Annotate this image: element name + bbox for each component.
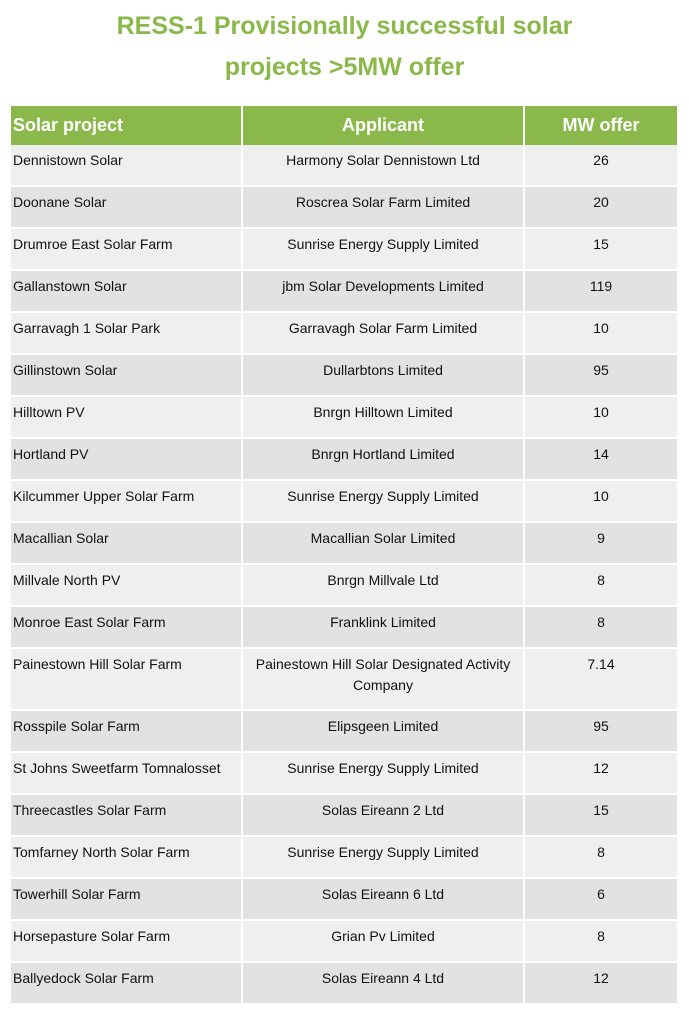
table-row (11, 753, 677, 795)
cell-applicant: Sunrise Energy Supply Limited (243, 753, 525, 795)
cell-project: St Johns Sweetfarm Tomnalosset (11, 753, 243, 795)
cell-applicant: Painestown Hill Solar Designated Activity Company (243, 649, 525, 711)
cell-mw-offer: 8 (525, 921, 677, 963)
cell-project: Monroe East Solar Farm (11, 607, 243, 649)
cell-project: Gallanstown Solar (11, 271, 243, 313)
table-row (11, 229, 677, 271)
cell-project: Hortland PV (11, 439, 243, 481)
cell-applicant: Garravagh Solar Farm Limited (243, 313, 525, 355)
cell-mw-offer: 95 (525, 355, 677, 397)
table-row (11, 565, 677, 607)
cell-mw-offer: 12 (525, 963, 677, 1005)
cell-project: Rosspile Solar Farm (11, 711, 243, 753)
table-row (11, 921, 677, 963)
header-mw-offer: MW offer (525, 106, 677, 145)
cell-project: Painestown Hill Solar Farm (11, 649, 243, 711)
table-row (11, 397, 677, 439)
cell-mw-offer: 7.14 (525, 649, 677, 711)
cell-applicant: Harmony Solar Dennistown Ltd (243, 145, 525, 187)
solar-projects-table (11, 106, 677, 1005)
cell-applicant: Franklink Limited (243, 607, 525, 649)
cell-mw-offer: 95 (525, 711, 677, 753)
table-row (11, 649, 677, 711)
cell-mw-offer: 20 (525, 187, 677, 229)
cell-project: Tomfarney North Solar Farm (11, 837, 243, 879)
cell-mw-offer: 8 (525, 837, 677, 879)
header-solar-project: Solar project (11, 106, 243, 145)
cell-applicant: jbm Solar Developments Limited (243, 271, 525, 313)
cell-project: Hilltown PV (11, 397, 243, 439)
table-row (11, 795, 677, 837)
cell-project: Horsepasture Solar Farm (11, 921, 243, 963)
table-row (11, 837, 677, 879)
cell-mw-offer: 15 (525, 795, 677, 837)
cell-project: Doonane Solar (11, 187, 243, 229)
cell-applicant: Bnrgn Millvale Ltd (243, 565, 525, 607)
cell-applicant: Sunrise Energy Supply Limited (243, 837, 525, 879)
table-row (11, 145, 677, 187)
cell-mw-offer: 15 (525, 229, 677, 271)
cell-mw-offer: 8 (525, 607, 677, 649)
cell-mw-offer: 10 (525, 397, 677, 439)
cell-project: Threecastles Solar Farm (11, 795, 243, 837)
cell-applicant: Elipsgeen Limited (243, 711, 525, 753)
title-line-1: RESS-1 Provisionally successful solar (116, 12, 573, 40)
table-row (11, 271, 677, 313)
cell-project: Kilcummer Upper Solar Farm (11, 481, 243, 523)
cell-applicant: Macallian Solar Limited (243, 523, 525, 565)
cell-applicant: Grian Pv Limited (243, 921, 525, 963)
cell-mw-offer: 9 (525, 523, 677, 565)
cell-project: Millvale North PV (11, 565, 243, 607)
cell-applicant: Sunrise Energy Supply Limited (243, 481, 525, 523)
title-line-2: projects >5MW offer (224, 53, 465, 81)
table-row (11, 355, 677, 397)
cell-applicant: Bnrgn Hortland Limited (243, 439, 525, 481)
cell-project: Macallian Solar (11, 523, 243, 565)
cell-project: Towerhill Solar Farm (11, 879, 243, 921)
cell-applicant: Solas Eireann 6 Ltd (243, 879, 525, 921)
cell-applicant: Sunrise Energy Supply Limited (243, 229, 525, 271)
cell-applicant: Dullarbtons Limited (243, 355, 525, 397)
table-row (11, 711, 677, 753)
header-applicant: Applicant (243, 106, 525, 145)
cell-applicant: Solas Eireann 2 Ltd (243, 795, 525, 837)
table-row (11, 313, 677, 355)
cell-mw-offer: 14 (525, 439, 677, 481)
cell-mw-offer: 6 (525, 879, 677, 921)
cell-mw-offer: 10 (525, 481, 677, 523)
cell-applicant: Roscrea Solar Farm Limited (243, 187, 525, 229)
table-row (11, 879, 677, 921)
cell-project: Ballyedock Solar Farm (11, 963, 243, 1005)
table-header-row (11, 106, 677, 145)
table-row (11, 439, 677, 481)
cell-project: Dennistown Solar (11, 145, 243, 187)
cell-applicant: Bnrgn Hilltown Limited (243, 397, 525, 439)
cell-applicant: Solas Eireann 4 Ltd (243, 963, 525, 1005)
table-row (11, 963, 677, 1005)
page-title (0, 6, 689, 88)
cell-mw-offer: 10 (525, 313, 677, 355)
cell-project: Garravagh 1 Solar Park (11, 313, 243, 355)
cell-mw-offer: 26 (525, 145, 677, 187)
table-row (11, 607, 677, 649)
table-row (11, 187, 677, 229)
cell-project: Gillinstown Solar (11, 355, 243, 397)
cell-mw-offer: 12 (525, 753, 677, 795)
cell-project: Drumroe East Solar Farm (11, 229, 243, 271)
cell-mw-offer: 119 (525, 271, 677, 313)
cell-mw-offer: 8 (525, 565, 677, 607)
table-row (11, 523, 677, 565)
table-row (11, 481, 677, 523)
